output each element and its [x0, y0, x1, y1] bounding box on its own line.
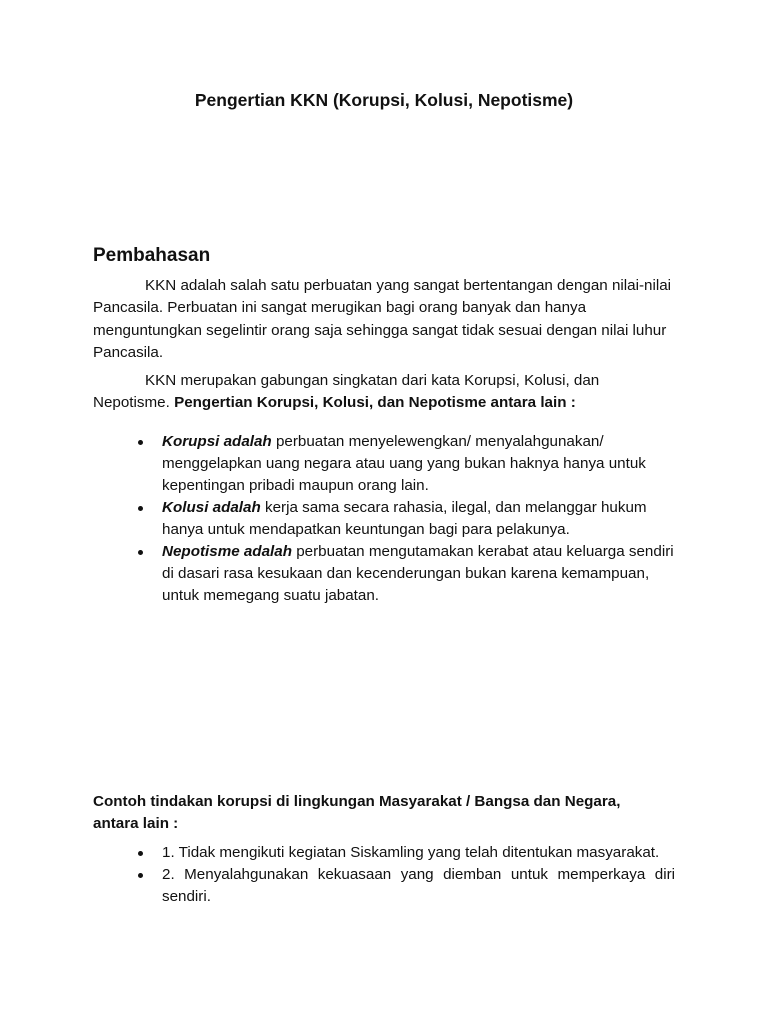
- definition-intro-bold: Pengertian Korupsi, Kolusi, dan Nepotisme antara lain :: [174, 394, 576, 412]
- list-item: [93, 541, 675, 607]
- bullet-icon: [138, 550, 143, 555]
- definition-intro-text: KKN merupakan gabungan singkatan dari kata Korupsi, Kolusi, dan Nepotisme.: [93, 372, 600, 412]
- list-item: [93, 497, 675, 541]
- definition-term: Kolusi adalah: [162, 499, 261, 516]
- intro-paragraph: KKN adalah salah satu perbuatan yang sangat bertentangan dengan nilai-nilai Pancasila. Perbuatan ini sangat merugikan bagi orang banyak dan hanya menguntungkan segelintir orang saja sehingga sangat tidak sesuai dengan nilai luhur Pancasila.: [93, 277, 672, 361]
- document-title: Pengertian KKN (Korupsi, Kolusi, Nepotisme): [194, 90, 574, 110]
- list-item: [93, 864, 675, 908]
- bullet-icon: [138, 506, 143, 511]
- bullet-icon: [138, 851, 143, 856]
- bullet-icon: [138, 873, 143, 878]
- definition-text: perbuatan menyelewengkan/ menyalahgunakan/ menggelapkan uang negara atau uang yang bukan haknya hanya untuk kepentingan pribadi maupun orang lain.: [162, 433, 646, 494]
- examples-list: [93, 842, 675, 908]
- definition-intro-paragraph: [93, 370, 675, 415]
- section-heading: Pembahasan: [93, 245, 211, 266]
- list-item: [93, 842, 675, 864]
- definition-text: perbuatan mengutamakan kerabat atau keluarga sendiri di dasari rasa kesukaan dan kecenderungan bukan karena kemampuan, untuk memegang suatu jabatan.: [162, 543, 674, 604]
- definition-text: kerja sama secara rahasia, ilegal, dan melanggar hukum hanya untuk mendapatkan keuntungan bagi para pelakunya.: [162, 499, 647, 538]
- definition-list: [93, 431, 675, 607]
- example-text: 2. Menyalahgunakan kekuasaan yang diemban untuk memperkaya diri sendiri.: [162, 866, 675, 905]
- example-text: 1. Tidak mengikuti kegiatan Siskamling yang telah ditentukan masyarakat.: [162, 844, 660, 861]
- bullet-icon: [138, 440, 143, 445]
- definition-term: Nepotisme adalah: [162, 543, 292, 560]
- examples-heading: Contoh tindakan korupsi di lingkungan Masyarakat / Bangsa dan Negara, antara lain :: [93, 793, 621, 833]
- list-item: [93, 431, 675, 497]
- definition-term: Korupsi adalah: [162, 433, 272, 450]
